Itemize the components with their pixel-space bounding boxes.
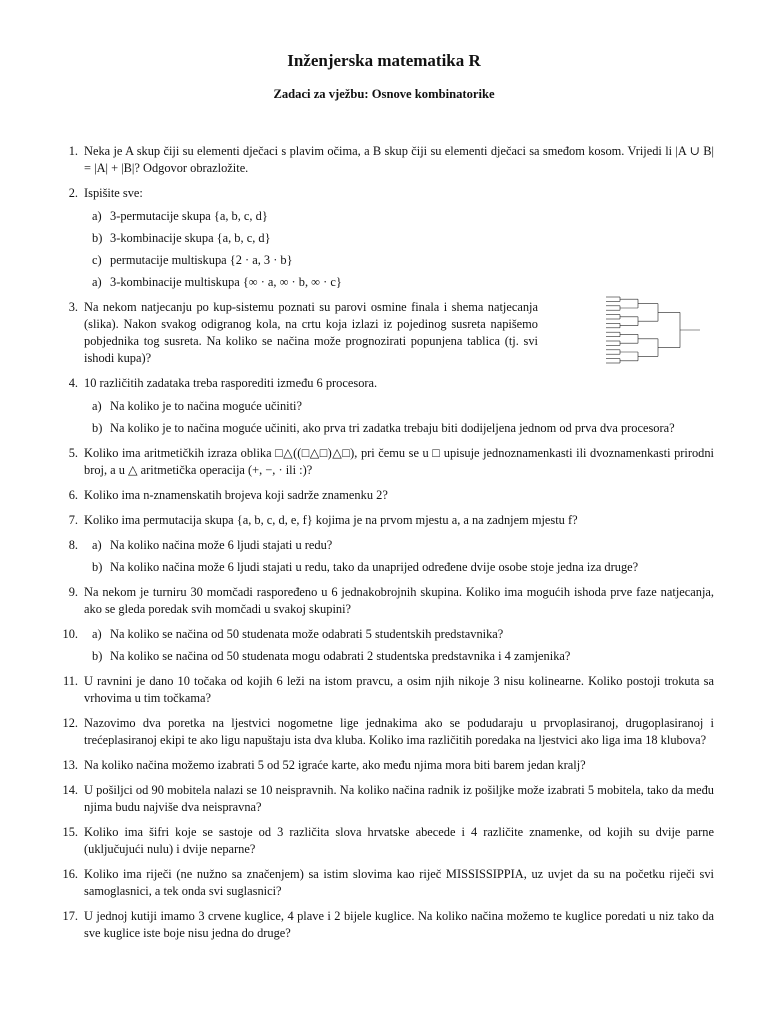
problem-text: Na nekom natjecanju po kup-sistemu poznati su parovi osmine finala i shema natjecanja (slika). Nakon svakog odigranog kola, na crtu koja izlazi iz pojedinog susreta napišemo pobjednika tog susreta. Na koliko se načina može prognozirati popunjena tablica (tj. svi ishodi kupa)? (84, 300, 538, 365)
problem-12 (0, 715, 768, 749)
subproblem-text: Na koliko načina može 6 ljudi stajati u redu? (110, 538, 333, 552)
problem-text: Nazovimo dva poretka na ljestvici nogometne lige jednakima ako se podudaraju u prvoplasiranoj, drugoplasiranoj i trećeplasiranoj ekipi te ako ligu napuštaju ista dva kluba. Koliko ima različitih poredaka na ljestvici ako liga ima 18 klubova? (84, 716, 714, 747)
problem-text: U ravnini je dano 10 točaka od kojih 6 leži na istom pravcu, a osim njih nikoje 3 nisu kolinearne. Koliko postoji trokuta sa vrhovima u tim točkama? (84, 674, 714, 705)
problem-8 (0, 537, 768, 576)
problem-9 (0, 584, 768, 618)
problem-text: Neka je A skup čiji su elementi dječaci s plavim očima, a B skup čiji su elementi dječaci sa smeđom kosom. Vrijedi li |A ∪ B| = |A| + |B|? Odgovor obrazložite. (84, 144, 714, 175)
subproblem-text: 3-kombinacije multiskupa {∞ · a, ∞ · b, ∞ · c} (110, 275, 342, 289)
subproblem-label: a) (92, 538, 102, 552)
problem-2 (0, 185, 768, 291)
subproblem (84, 420, 714, 437)
document-title: Inženjerska matematika R (287, 51, 481, 70)
problem-13 (0, 757, 768, 774)
problem-14 (0, 782, 768, 816)
subproblem-text: Na koliko je to načina moguće učiniti, ako prva tri zadatka trebaju biti dodijeljena jednom od prva dva procesora? (110, 421, 675, 435)
problem-number: 14. (62, 783, 78, 797)
subproblem (84, 648, 714, 665)
problem-number: 16. (62, 867, 78, 881)
subproblem-text: Na koliko načina može 6 ljudi stajati u redu, tako da unaprijed određene dvije osobe stoje jedna iza druge? (110, 560, 639, 574)
subproblem (84, 208, 714, 225)
subproblem-label: b) (92, 421, 103, 435)
problem-11 (0, 673, 768, 707)
problem-7 (0, 512, 768, 529)
problem-text: Koliko ima permutacija skupa {a, b, c, d, e, f} kojima je na prvom mjestu a, a na zadnjem mjestu f? (84, 513, 578, 527)
problem-text: Koliko ima aritmetičkih izraza oblika □△((□△□)△□), pri čemu se u □ upisuje jednoznamenkasti ili dvoznamenkasti prirodni broj, a u △ aritmetička operacija (+, −, · ili :)? (84, 446, 714, 477)
problem-number: 17. (62, 909, 78, 923)
problem-number: 6. (68, 488, 78, 502)
problem-number: 7. (68, 513, 78, 527)
problem-15 (0, 824, 768, 858)
subproblem-label: a) (92, 209, 102, 223)
subproblem-label: a) (92, 627, 102, 641)
problem-4 (0, 375, 768, 437)
subproblem-label: a) (92, 399, 102, 413)
problem-number: 1. (68, 144, 78, 158)
subproblem (84, 274, 714, 291)
subproblem-text: 3-permutacije skupa {a, b, c, d} (110, 209, 268, 223)
document-subtitle: Zadaci za vježbu: Osnove kombinatorike (273, 87, 495, 101)
problem-text: 10 različitih zadataka treba rasporediti između 6 procesora. (84, 376, 378, 390)
subproblem (84, 537, 714, 554)
subproblem (84, 626, 714, 643)
problem-text: Koliko ima n-znamenskatih brojeva koji sadrže znamenku 2? (84, 488, 388, 502)
subproblem-label: b) (92, 649, 103, 663)
problem-1 (0, 143, 768, 177)
tournament-bracket-figure (604, 295, 710, 367)
problem-10 (0, 626, 768, 665)
problem-number: 3. (68, 300, 78, 314)
subproblem-text: Na koliko je to načina moguće učiniti? (110, 399, 302, 413)
subproblem-list (84, 626, 714, 665)
problem-text: Koliko ima šifri koje se sastoje od 3 različita slova hrvatske abecede i 4 različite znamenke, od kojih su dvije parne (uključujući nulu) i dvije neparne? (84, 825, 714, 856)
problem-number: 11. (62, 674, 78, 688)
problem-list (0, 143, 768, 950)
subproblem (84, 230, 714, 247)
problem-number: 10. (62, 627, 78, 641)
subproblem-label: b) (92, 560, 103, 574)
subproblem-text: 3-kombinacije skupa {a, b, c, d} (110, 231, 271, 245)
subproblem-label: c) (92, 253, 102, 267)
problem-6 (0, 487, 768, 504)
problem-17 (0, 908, 768, 942)
problem-number: 15. (62, 825, 78, 839)
problem-number: 4. (68, 376, 78, 390)
problem-text: Koliko ima riječi (ne nužno sa značenjem) sa istim slovima kao riječ MISSISSIPPIA, uz uvjet da su na početku riječi svi samoglasnici, a tek onda svi suglasnici? (84, 867, 714, 898)
subproblem (84, 252, 714, 269)
subproblem-list (84, 537, 714, 576)
problem-number: 8. (68, 538, 78, 552)
problem-number: 13. (62, 758, 78, 772)
problem-number: 12. (62, 716, 78, 730)
problem-number: 9. (68, 585, 78, 599)
problem-text: U jednoj kutiji imamo 3 crvene kuglice, 4 plave i 2 bijele kuglice. Na koliko načina možemo te kuglice poredati u niz tako da sve kuglice iste boje nisu jedna do druge? (84, 909, 714, 940)
subproblem-list (84, 398, 714, 437)
subproblem-text: permutacije multiskupa {2 · a, 3 · b} (110, 253, 293, 267)
subproblem-label: b) (92, 231, 103, 245)
problem-5 (0, 445, 768, 479)
problem-number: 5. (68, 446, 78, 460)
subproblem-list (84, 208, 714, 291)
problem-3 (0, 299, 768, 367)
problem-text: Ispišite sve: (84, 186, 143, 200)
problem-text: Na nekom je turniru 30 momčadi raspoređeno u 6 jednakobrojnih skupina. Koliko ima mogućih ishoda prve faze natjecanja, ako se gleda poredak svih momčadi u svakoj skupini? (84, 585, 714, 616)
problem-number: 2. (68, 186, 78, 200)
subproblem-text: Na koliko se načina od 50 studenata mogu odabrati 2 studentska predstavnika i 4 zamjenika? (110, 649, 571, 663)
subproblem (84, 398, 714, 415)
subproblem-text: Na koliko se načina od 50 studenata može odabrati 5 studentskih predstavnika? (110, 627, 504, 641)
subproblem-label: a) (92, 275, 102, 289)
problem-text: U pošiljci od 90 mobitela nalazi se 10 neispravnih. Na koliko načina radnik iz pošiljke može izabrati 5 mobitela, tako da među njima budu najviše dva neispravna? (84, 783, 714, 814)
problem-16 (0, 866, 768, 900)
subproblem (84, 559, 714, 576)
problem-text: Na koliko načina možemo izabrati 5 od 52 igraće karte, ako među njima mora biti barem jedan kralj? (84, 758, 586, 772)
